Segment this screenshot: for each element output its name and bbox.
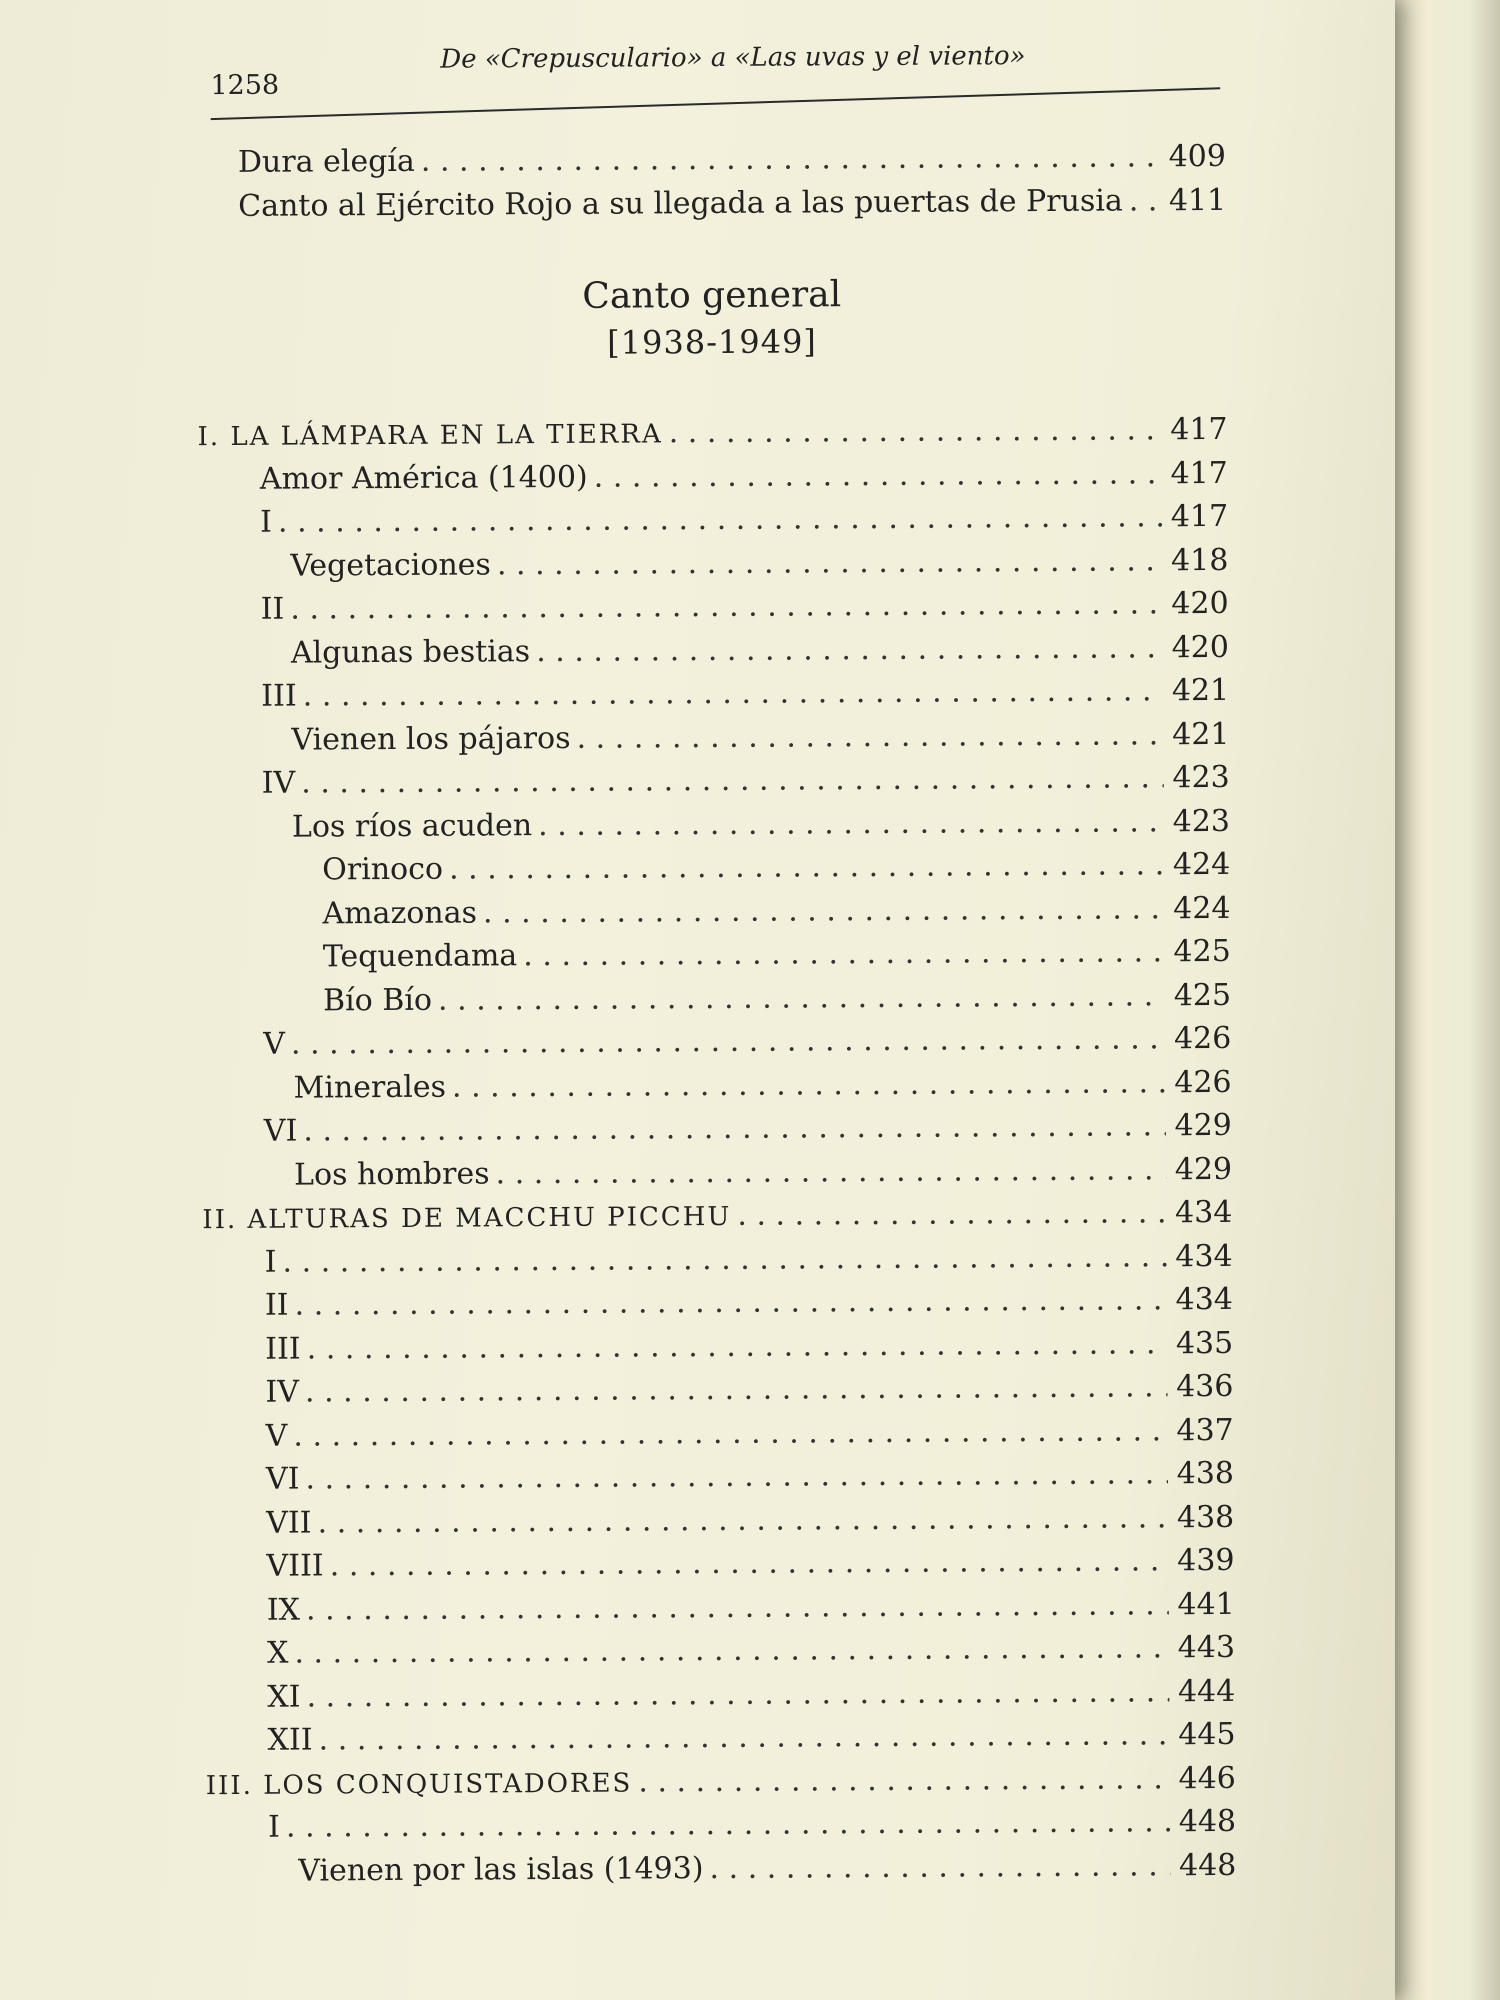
toc-entry [200,890,1230,940]
toc-entry [206,1847,1236,1897]
toc-entry-page: 444 [1177,1673,1236,1709]
page-header [210,12,1221,123]
toc-entry [201,934,1231,984]
toc-entry-label: VIII [266,1548,324,1584]
toc-entry [204,1412,1234,1462]
toc-entry-page: 423 [1172,803,1231,839]
toc-entry-page: 425 [1173,933,1231,970]
toc-entry [200,760,1230,810]
dot-leader [737,1195,1166,1233]
toc-entry-label: IV [265,1374,300,1410]
toc-entry-label: II [264,1287,289,1323]
toc-entry-label: IX [266,1592,301,1628]
dot-leader [669,412,1162,450]
toc-entry-label: Tequendama [322,938,518,975]
toc-entry-page: 418 [1170,542,1229,578]
toc-entry-page: 438 [1176,1499,1235,1535]
toc-entry-label: VII [266,1504,312,1541]
toc-entry-page: 434 [1174,1194,1233,1231]
dot-leader [317,1500,1168,1540]
toc-entry-label: II. ALTURAS DE MACCHU PICCHU [202,1201,732,1236]
toc-entry-page: 417 [1170,498,1229,535]
toc-entry-label: II [260,591,285,627]
toc-entry [203,1369,1233,1419]
toc-entry [196,182,1226,232]
header-rule [211,87,1221,120]
toc-entry-label: III. LOS CONQUISTADORES [205,1768,633,1801]
running-title: De «Crepusculario» a «Las uvas y el viento» [440,41,1026,75]
toc-entry-page: 429 [1174,1151,1233,1187]
toc-entry [198,499,1228,549]
dot-leader [449,847,1164,886]
toc-entry-page: 446 [1178,1760,1236,1796]
dot-leader [286,1804,1170,1844]
toc-entry [204,1499,1234,1549]
toc-entry-page: 421 [1171,672,1230,709]
dot-leader [293,1413,1168,1453]
toc-entry [203,1282,1233,1332]
toc-part-heading [206,1760,1236,1810]
dot-leader [294,1630,1169,1670]
toc-entry-label: VI [263,1113,298,1149]
toc-entry-page: 448 [1178,1847,1237,1883]
page-number: 1258 [210,69,280,102]
toc-entry [198,542,1228,592]
toc-entry [202,1108,1232,1158]
toc-entry-label: Canto al Ejército Rojo a su llegada a las puertas de Prusia [238,183,1123,224]
toc-entries [197,412,1236,1897]
dot-leader [709,1848,1170,1886]
toc-entry-label: Amor América (1400) [259,459,588,497]
dot-leader [330,1543,1169,1583]
toc-entry-label: V [265,1418,288,1454]
toc-entry-page: 445 [1178,1716,1236,1753]
toc-entry-page: 420 [1171,629,1230,665]
toc-entry-label: III [261,678,297,714]
dot-leader [306,1587,1169,1627]
toc-part-heading [197,412,1227,462]
dot-leader [594,456,1162,494]
toc-entry-label: Amazonas [322,894,478,931]
toc-entry-page: 437 [1176,1412,1234,1448]
toc-entry-label: X [266,1635,289,1671]
toc-entry [206,1804,1236,1854]
section-title: Canto general [582,274,842,317]
toc-entry-page: 436 [1176,1368,1234,1405]
toc-entry-page: 435 [1175,1325,1234,1361]
toc-entry-label: III [265,1331,301,1367]
toc-entry-label: I [260,504,273,540]
toc-entry-page: 438 [1176,1455,1235,1492]
toc-entry-page: 421 [1172,716,1230,752]
toc-entry [199,716,1229,766]
toc-entry-page: 417 [1170,411,1228,448]
dot-leader [495,1152,1166,1191]
toc-entry [201,1064,1231,1114]
toc-entry-page: 420 [1171,585,1229,622]
toc-entry [201,1021,1231,1071]
dot-leader [1129,183,1161,218]
toc-entry-page: 424 [1173,890,1231,926]
toc-entry-label: Minerales [293,1069,447,1106]
toc-entry-label: Vegetaciones [290,546,491,584]
toc-entry-page: 423 [1172,759,1230,796]
toc-entry-label: Los hombres [293,1155,490,1193]
dot-leader [305,1456,1168,1496]
dot-leader [307,1326,1168,1366]
toc-entry [201,977,1231,1027]
toc-entry-label: I [264,1244,277,1280]
toc-entry-page: 425 [1173,977,1232,1013]
toc-entry-page: 443 [1177,1629,1236,1666]
toc-entry-label: I. LA LÁMPARA EN LA TIERRA [197,419,663,453]
dot-leader [497,543,1163,582]
dot-leader [282,1239,1166,1279]
dot-leader [305,1369,1168,1409]
toc-entry-label: VI [265,1461,300,1497]
section-heading [197,272,1228,364]
dot-leader [576,717,1163,756]
toc-entry-page: 417 [1170,455,1228,491]
toc-entry [200,847,1230,897]
toc-entry-label: Orinoco [322,851,444,888]
dot-leader [306,1674,1169,1714]
toc-entry-page: 424 [1172,846,1231,883]
section-years: [1938-1949] [607,322,817,362]
toc-entry-label: XI [267,1679,301,1715]
toc-entry-page: 434 [1175,1238,1233,1274]
toc-entry-page: 426 [1173,1020,1232,1057]
dot-leader [319,1717,1170,1757]
toc-entry [204,1456,1234,1506]
dot-leader [421,139,1160,179]
toc-entry [196,139,1226,189]
toc-entry [198,455,1228,505]
toc-entry-page: 429 [1174,1107,1232,1144]
dot-leader [294,1282,1166,1322]
dot-leader [303,1108,1166,1148]
toc-entry-label: I [267,1809,281,1845]
toc-entry-page: 448 [1178,1803,1237,1840]
toc-entry-label: Los ríos acuden [291,807,533,845]
toc-entry [203,1325,1233,1375]
toc-entry-label: Dura elegía [237,143,415,180]
toc-entry [200,803,1230,853]
toc-entry-page: 426 [1174,1064,1232,1100]
toc-part-heading [202,1195,1232,1245]
toc-entry-label: Bío Bío [322,982,433,1018]
toc-entry-page: 411 [1168,182,1227,218]
dot-leader [291,1021,1166,1061]
dot-leader [483,891,1165,930]
toc-entry [202,1151,1232,1201]
toc-entry-page: 441 [1177,1586,1235,1622]
toc-entry-label: Algunas bestias [290,633,531,671]
toc-entry-label: Vienen por las islas (1493) [298,1850,704,1889]
toc-entry [199,673,1229,723]
toc-entry-page: 409 [1168,138,1227,175]
toc-entry-label: Vienen los pájaros [291,720,571,758]
toc-entry [203,1238,1233,1288]
toc-entry [205,1717,1235,1767]
dot-leader [278,499,1162,539]
toc-entry [205,1673,1235,1723]
dot-leader [290,586,1162,626]
dot-leader [523,934,1165,973]
toc-entry-label: IV [261,765,296,801]
dot-leader [638,1761,1170,1799]
book-page-edge [1395,0,1500,2000]
table-of-contents [196,139,1237,1897]
toc-entry-label: XII [267,1722,313,1758]
toc-entry [205,1630,1235,1680]
dot-leader [438,978,1165,1017]
toc-entry [204,1543,1234,1593]
toc-entry-label: V [263,1026,286,1062]
dot-leader [303,673,1164,713]
dot-leader [536,630,1163,669]
toc-entry-page: 434 [1175,1281,1233,1318]
page-content [195,7,1247,1993]
dot-leader [538,804,1164,843]
dot-leader [452,1065,1166,1104]
toc-entry [199,629,1229,679]
toc-entry-page: 439 [1177,1542,1235,1579]
dot-leader [301,760,1164,800]
toc-entry [199,586,1229,636]
toc-entry [205,1586,1235,1636]
